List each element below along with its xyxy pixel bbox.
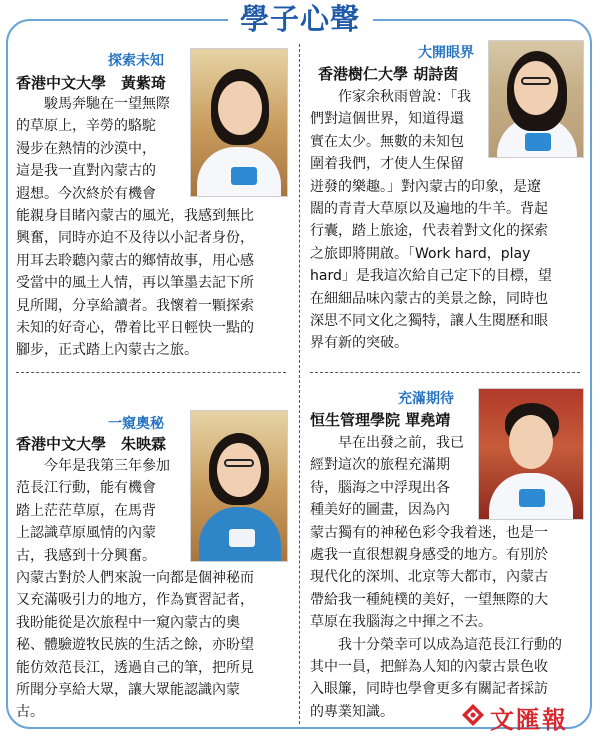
wen-wei-po-icon bbox=[460, 702, 486, 728]
section-tag: 大開眼界 bbox=[418, 45, 474, 61]
section-body: 早在出發之前，我已 經對這次的旅程充滿期 待，腦海之中浮現出各 種美好的圖畫，因為內 蒙古獨有的神秘色彩令我着迷，也是一 處我一直很想親身感受的地方。有別於 現代化的深圳、北京等大都市，內蒙古 帶給我一種純樸的美好，一望無際的大 草原在我腦海之中揮之不去。 我十分榮幸可以成為這范長江行動的 其中一員，把鮮為人知的內蒙古景色收 入眼簾，同時也學會更多有關記者採訪 的專業知識。 bbox=[310, 435, 562, 720]
page-title: 學子心聲 bbox=[239, 2, 360, 36]
column-divider bbox=[299, 44, 300, 724]
newspaper-logo bbox=[460, 700, 590, 732]
section-body: 駿馬奔馳在一望無際 的草原上，辛勞的駱駝 漫步在熱情的沙漠中， 這是我一直對內蒙古的 遐想。今次終於有機會 能親身目睹內蒙古的風光，我感到無比 興奮，同時亦迫不及待以小記者身份， 用耳去聆聽內蒙古的鄉情故事，用心感 受當中的風土人情，再以筆墨去記下所 見所聞，分享給讀者。我懷着一顆探索 未知的好奇心，帶着比平日輕快一點的 腳步，正式踏上內蒙古之旅。 bbox=[16, 96, 254, 359]
student-name: 香港樹仁大學 胡詩茵 bbox=[318, 65, 459, 83]
section-tag: 充滿期待 bbox=[398, 391, 454, 407]
row-divider-right bbox=[310, 372, 580, 373]
student-name: 香港中文大學 黃紫琦 bbox=[16, 74, 167, 92]
section-tag: 探索未知 bbox=[108, 53, 164, 69]
section-tag: 一窺奧秘 bbox=[108, 416, 164, 432]
student-name: 香港中文大學 朱映霖 bbox=[16, 435, 167, 453]
brand-name: 文匯報 bbox=[490, 705, 568, 734]
row-divider-left bbox=[16, 372, 286, 373]
section-body: 今年是我第三年參加 范長江行動，能有機會 踏上茫茫草原，在馬背 上認識草原風情的內蒙 古，我感到十分興奮。 內蒙古對於人們來說一向都是個神秘而 又充滿吸引力的地方，作為實習記者， 我盼能從是次旅程中一窺內蒙古的奧 秘、體驗遊牧民族的生活之餘，亦盼望 能仿效范長江，透過自己的筆，把所見 所聞分享給大眾，讓大眾能認識內蒙 古。 bbox=[16, 458, 254, 721]
student-name: 恒生管理學院 單堯靖 bbox=[310, 411, 451, 429]
section-body: 作家余秋雨曾說：「我 們對這個世界，知道得還 實在太少。無數的未知包 圍着我們，才使人生保留 迸發的樂趣。」對內蒙古的印象，是遼 闊的青青大草原以及遍地的牛羊。背起 行囊，踏上旅途，代表着對文化的探索 之旅即將開啟。「Work hard，play hard」是我這次給自己定下的目標，望 在細細品味內蒙古的美景之餘，同時也 深思不同文化之獨特，讓人生閱歷和眼 界有新的突破。 bbox=[310, 89, 552, 352]
